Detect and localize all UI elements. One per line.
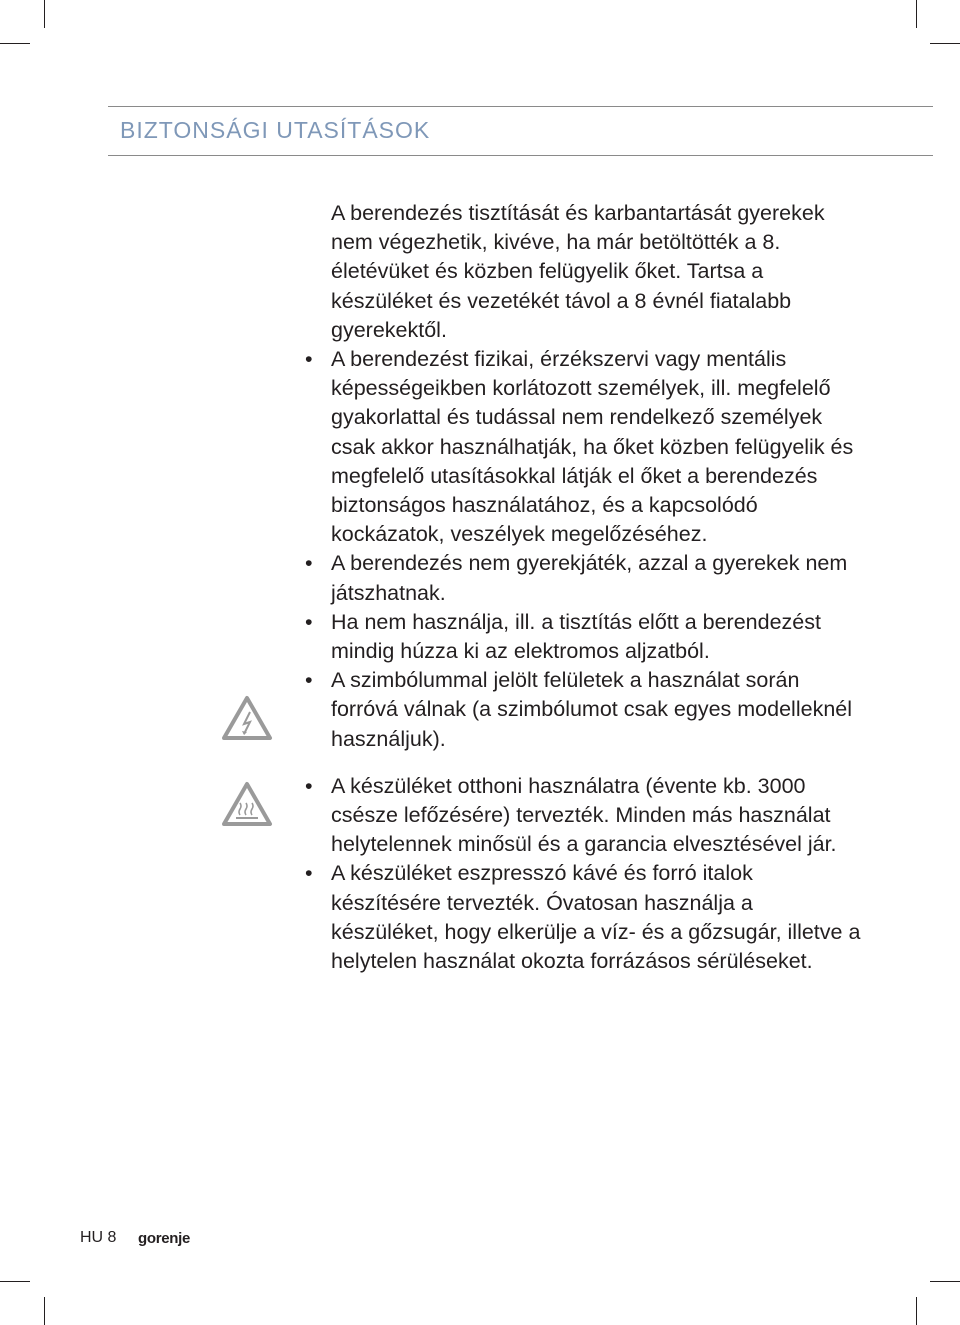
list-item-text: A készüléket otthoni használatra (évente kb. 3000 csésze lefőzésére) tervezték. Minden más használat helytelennek minősül és a garancia elvesztésével jár. bbox=[331, 773, 837, 857]
hot-surface-warning-icon bbox=[221, 781, 273, 827]
header-rule-top bbox=[108, 106, 933, 107]
list-item bbox=[305, 345, 865, 549]
crop-mark-bottom-left bbox=[44, 1297, 45, 1325]
list-item-text: A berendezés nem gyerekjáték, azzal a gyerekek nem játszhatnak. bbox=[331, 551, 848, 605]
bullet-marker: • bbox=[305, 668, 313, 693]
section-title: BIZTONSÁGI UTASÍTÁSOK bbox=[120, 117, 431, 143]
bullet-marker: • bbox=[305, 609, 313, 634]
header-rule-bottom bbox=[108, 155, 933, 156]
crop-mark-top-right bbox=[916, 0, 917, 28]
brand-logo: gorenje bbox=[138, 1230, 191, 1247]
crop-mark-bottom-left-h bbox=[0, 1281, 30, 1282]
list-item-text: A berendezést fizikai, érzékszervi vagy mentális képességeikben korlátozott személyek, ill. megfelelő gyakorlattal és tudással nem rendelkező személyek csak akkor használhatják, ha őket közben felügyelik és megfelelő utasításokkal látják el őket a berendezés biztonságos használatához, és a kapcsolódó kockázatok, veszélyek megelőzéséhez. bbox=[331, 347, 854, 547]
spacer bbox=[305, 754, 865, 772]
list-item bbox=[305, 608, 865, 666]
crop-mark-top-left bbox=[44, 0, 45, 28]
bullet-marker: • bbox=[305, 347, 313, 372]
intro-paragraph: A berendezés tisztítását és karbantartását gyerekek nem végezhetik, kivéve, ha már betöltötték a 8. életévüket és közben felügyelik őket. Tartsa a készüléket és vezetékét távol a 8 évnél fiatalabb gyerekektől. bbox=[331, 201, 825, 342]
bullet-list-1 bbox=[305, 345, 865, 754]
list-item-text: A szimbólummal jelölt felületek a használat során forróvá válnak (a szimbólumot csak egyes modelleknél használjuk). bbox=[331, 668, 853, 751]
list-item bbox=[305, 666, 865, 754]
list-item bbox=[305, 859, 865, 976]
list-item bbox=[305, 772, 865, 860]
bullet-marker: • bbox=[305, 773, 313, 798]
crop-mark-bottom-right-h bbox=[930, 1281, 960, 1282]
electric-shock-warning-icon bbox=[221, 695, 273, 741]
list-item bbox=[305, 549, 865, 607]
list-item-text: Ha nem használja, ill. a tisztítás előtt a berendezést mindig húzza ki az elektromos aljzatból. bbox=[331, 609, 821, 664]
safety-instructions bbox=[305, 199, 865, 976]
crop-mark-bottom-right bbox=[916, 1297, 917, 1325]
page-number: HU 8 bbox=[80, 1229, 117, 1246]
crop-mark-top-right-h bbox=[930, 43, 960, 44]
list-item-text: A készüléket eszpresszó kávé és forró italok készítésére tervezték. Óvatosan használja a készüléket, hogy elkerülje a víz- és a gőzsugár, illetve a helytelen használat okozta forrázásos sérüléseket. bbox=[331, 861, 861, 974]
bullet-list-2 bbox=[305, 772, 865, 976]
crop-mark-top-left-h bbox=[0, 43, 30, 44]
bullet-marker: • bbox=[305, 861, 313, 886]
bullet-marker: • bbox=[305, 551, 313, 576]
